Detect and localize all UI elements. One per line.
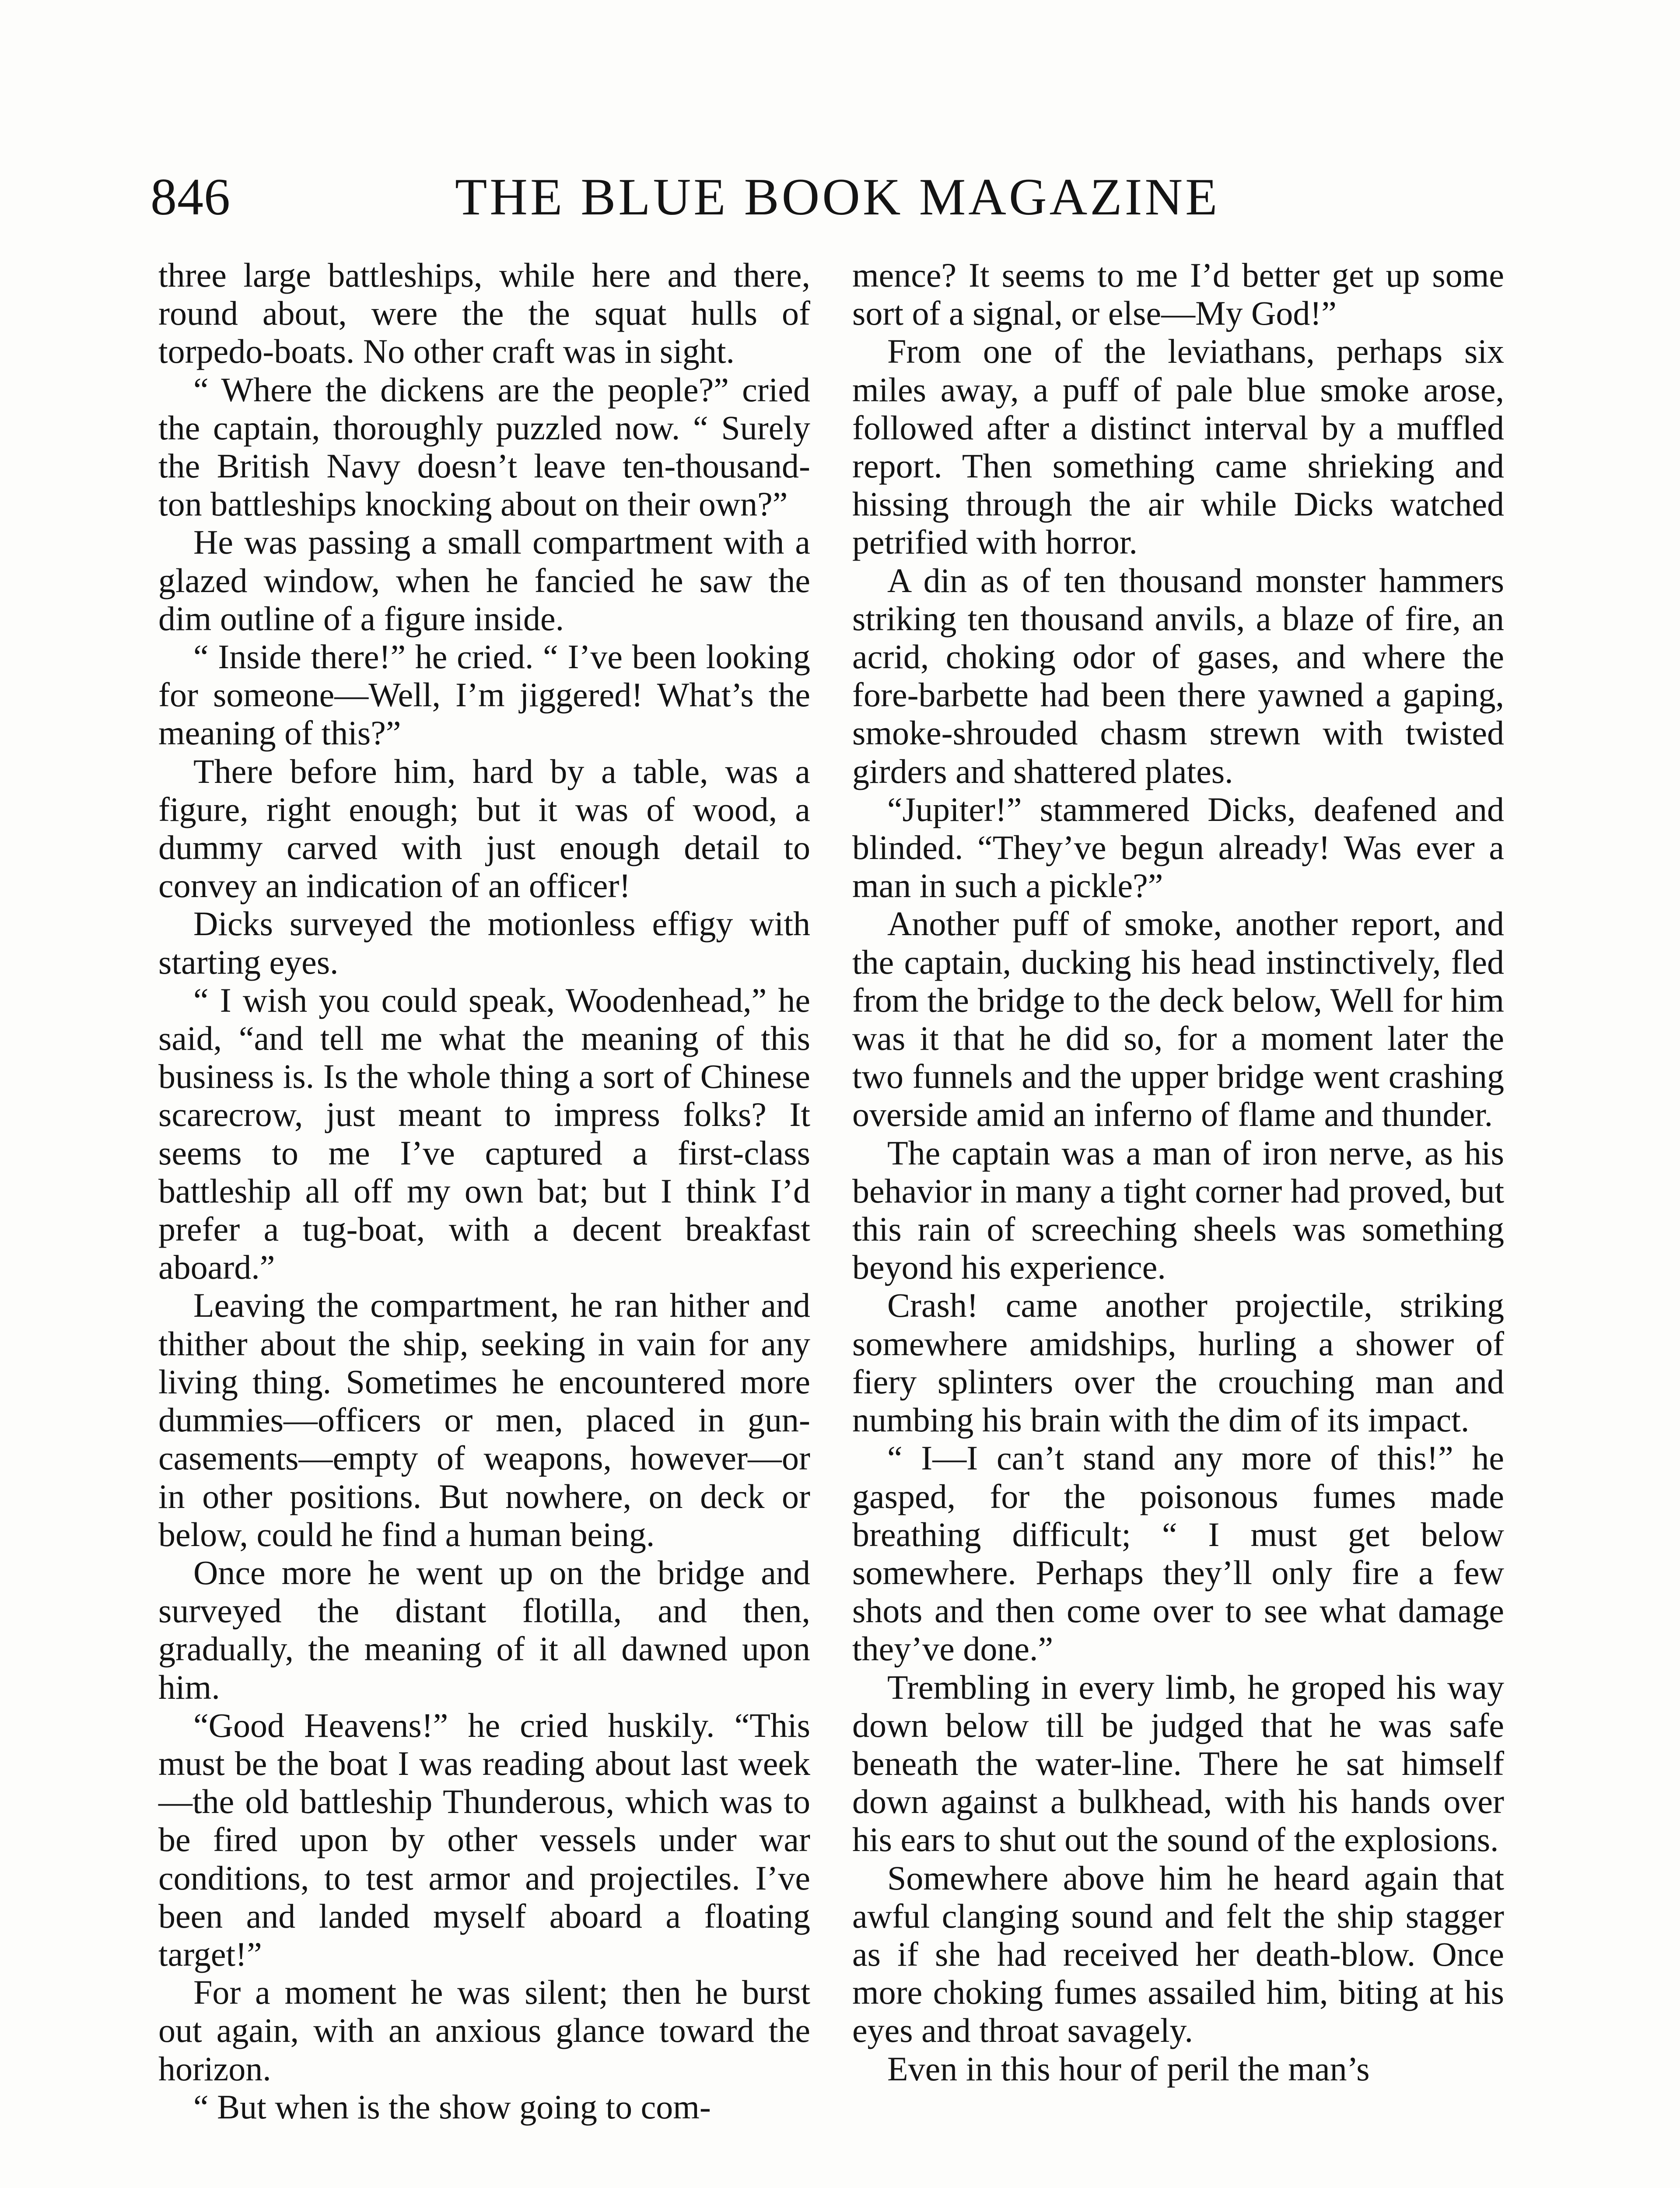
paragraph: There before him, hard by a table, was a figure, right enough; but it was of wood, a dummy carved with just enough detail to convey an indication of an officer! [158,752,810,905]
running-head: THE BLUE BOOK MAGAZINE [455,168,1220,226]
page-number: 846 [150,168,231,226]
paragraph: Crash! came another projectile, striking somewhere amidships, hurling a shower of fiery splinters over the crouching man and numbing his brain with the dim of its impact. [852,1286,1504,1439]
paragraph: “ I—I can’t stand any more of this!” he gasped, for the poisonous fumes made breathing difficult; “ I must get below somewhere. Perhaps they’ll only fire a few shots and then come over to see what damage they’ve done.” [852,1439,1504,1668]
paragraph: Another puff of smoke, another report, and the captain, ducking his head instinctively, fled from the bridge to the deck below, Well for him was it that he did so, for a moment later the two funnels and the upper bridge went crashing overside amid an inferno of flame and thunder. [852,905,1504,1134]
paragraph: “ Inside there!” he cried. “ I’ve been looking for someone—Well, I’m jiggered! What’s the meaning of this?” [158,638,810,752]
paragraph: Dicks surveyed the motionless effigy with starting eyes. [158,905,810,981]
paragraph: Leaving the compartment, he ran hither and thither about the ship, seeking in vain for any living thing. Sometimes he encountered more dummies—officers or men, placed in gun-casements—empty of weapons, however—or in other positions. But nowhere, on deck or below, could he find a human being. [158,1286,810,1553]
paragraph: Even in this hour of peril the man’s [887,2049,1370,2088]
left-column [158,256,810,2126]
paragraph: “Good Heavens!” he cried huskily. “This must be the boat I was reading about last week—the old battleship Thunderous, which was to be fired upon by other vessels under war conditions, to test armor and projectiles. I’ve been and landed myself aboard a floating target!” [158,1706,810,1973]
paragraph: “ Where the dickens are the people?” cried the captain, thoroughly puzzled now. “ Surely the British Navy doesn’t leave ten-thousand-ton battleships knocking about on their own?” [158,370,810,523]
paragraph: A din as of ten thousand monster hammers striking ten thousand anvils, a blaze of fire, an acrid, choking odor of gases, and where the fore-barbette had been there yawned a gaping, smoke-shrouded chasm strewn with twisted girders and shattered plates. [852,561,1504,790]
paragraph: Somewhere above him he heard again that awful clanging sound and felt the ship stagger as if she had received her death-blow. Once more choking fumes assailed him, biting at his eyes and throat savagely. [852,1858,1504,2050]
paragraph: mence? It seems to me I’d better get up some sort of a signal, or else—My God!” [852,256,1504,333]
right-column [852,256,1504,2088]
paragraph: “ But when is the show going to com- [193,2087,711,2126]
paragraph: Trembling in every limb, he groped his way down below till be judged that he was safe beneath the water-line. There he sat himself down against a bulkhead, with his hands over his ears to shut out the sound of the explosions. [852,1668,1504,1859]
paragraph: Once more he went up on the bridge and surveyed the distant flotilla, and then, gradually, the meaning of it all dawned upon him. [158,1553,810,1706]
paragraph: “ I wish you could speak, Woodenhead,” he said, “and tell me what the meaning of this business is. Is the whole thing a sort of Chinese scarecrow, just meant to impress folks? It seems to me I’ve captured a first-class battleship all off my own bat; but I think I’d prefer a tug-boat, with a decent breakfast aboard.” [158,981,810,1287]
paragraph: For a moment he was silent; then he burst out again, with an anxious glance toward the horizon. [158,1973,810,2088]
paragraph: He was passing a small compartment with a glazed window, when he fancied he saw the dim outline of a figure inside. [158,523,810,638]
paragraph: From one of the leviathans, perhaps six miles away, a puff of pale blue smoke arose, followed after a distinct interval by a muffled report. Then something came shrieking and hissing through the air while Dicks watched petrified with horror. [852,332,1504,561]
paragraph: The captain was a man of iron nerve, as his behavior in many a tight corner had proved, but this rain of screeching sheels was something beyond his experience. [852,1133,1504,1287]
paragraph: three large battleships, while here and there, round about, were the the squat hulls of torpedo-boats. No other craft was in sight. [158,256,810,371]
paragraph: “Jupiter!” stammered Dicks, deafened and blinded. “They’ve begun already! Was ever a man in such a pickle?” [852,790,1504,905]
